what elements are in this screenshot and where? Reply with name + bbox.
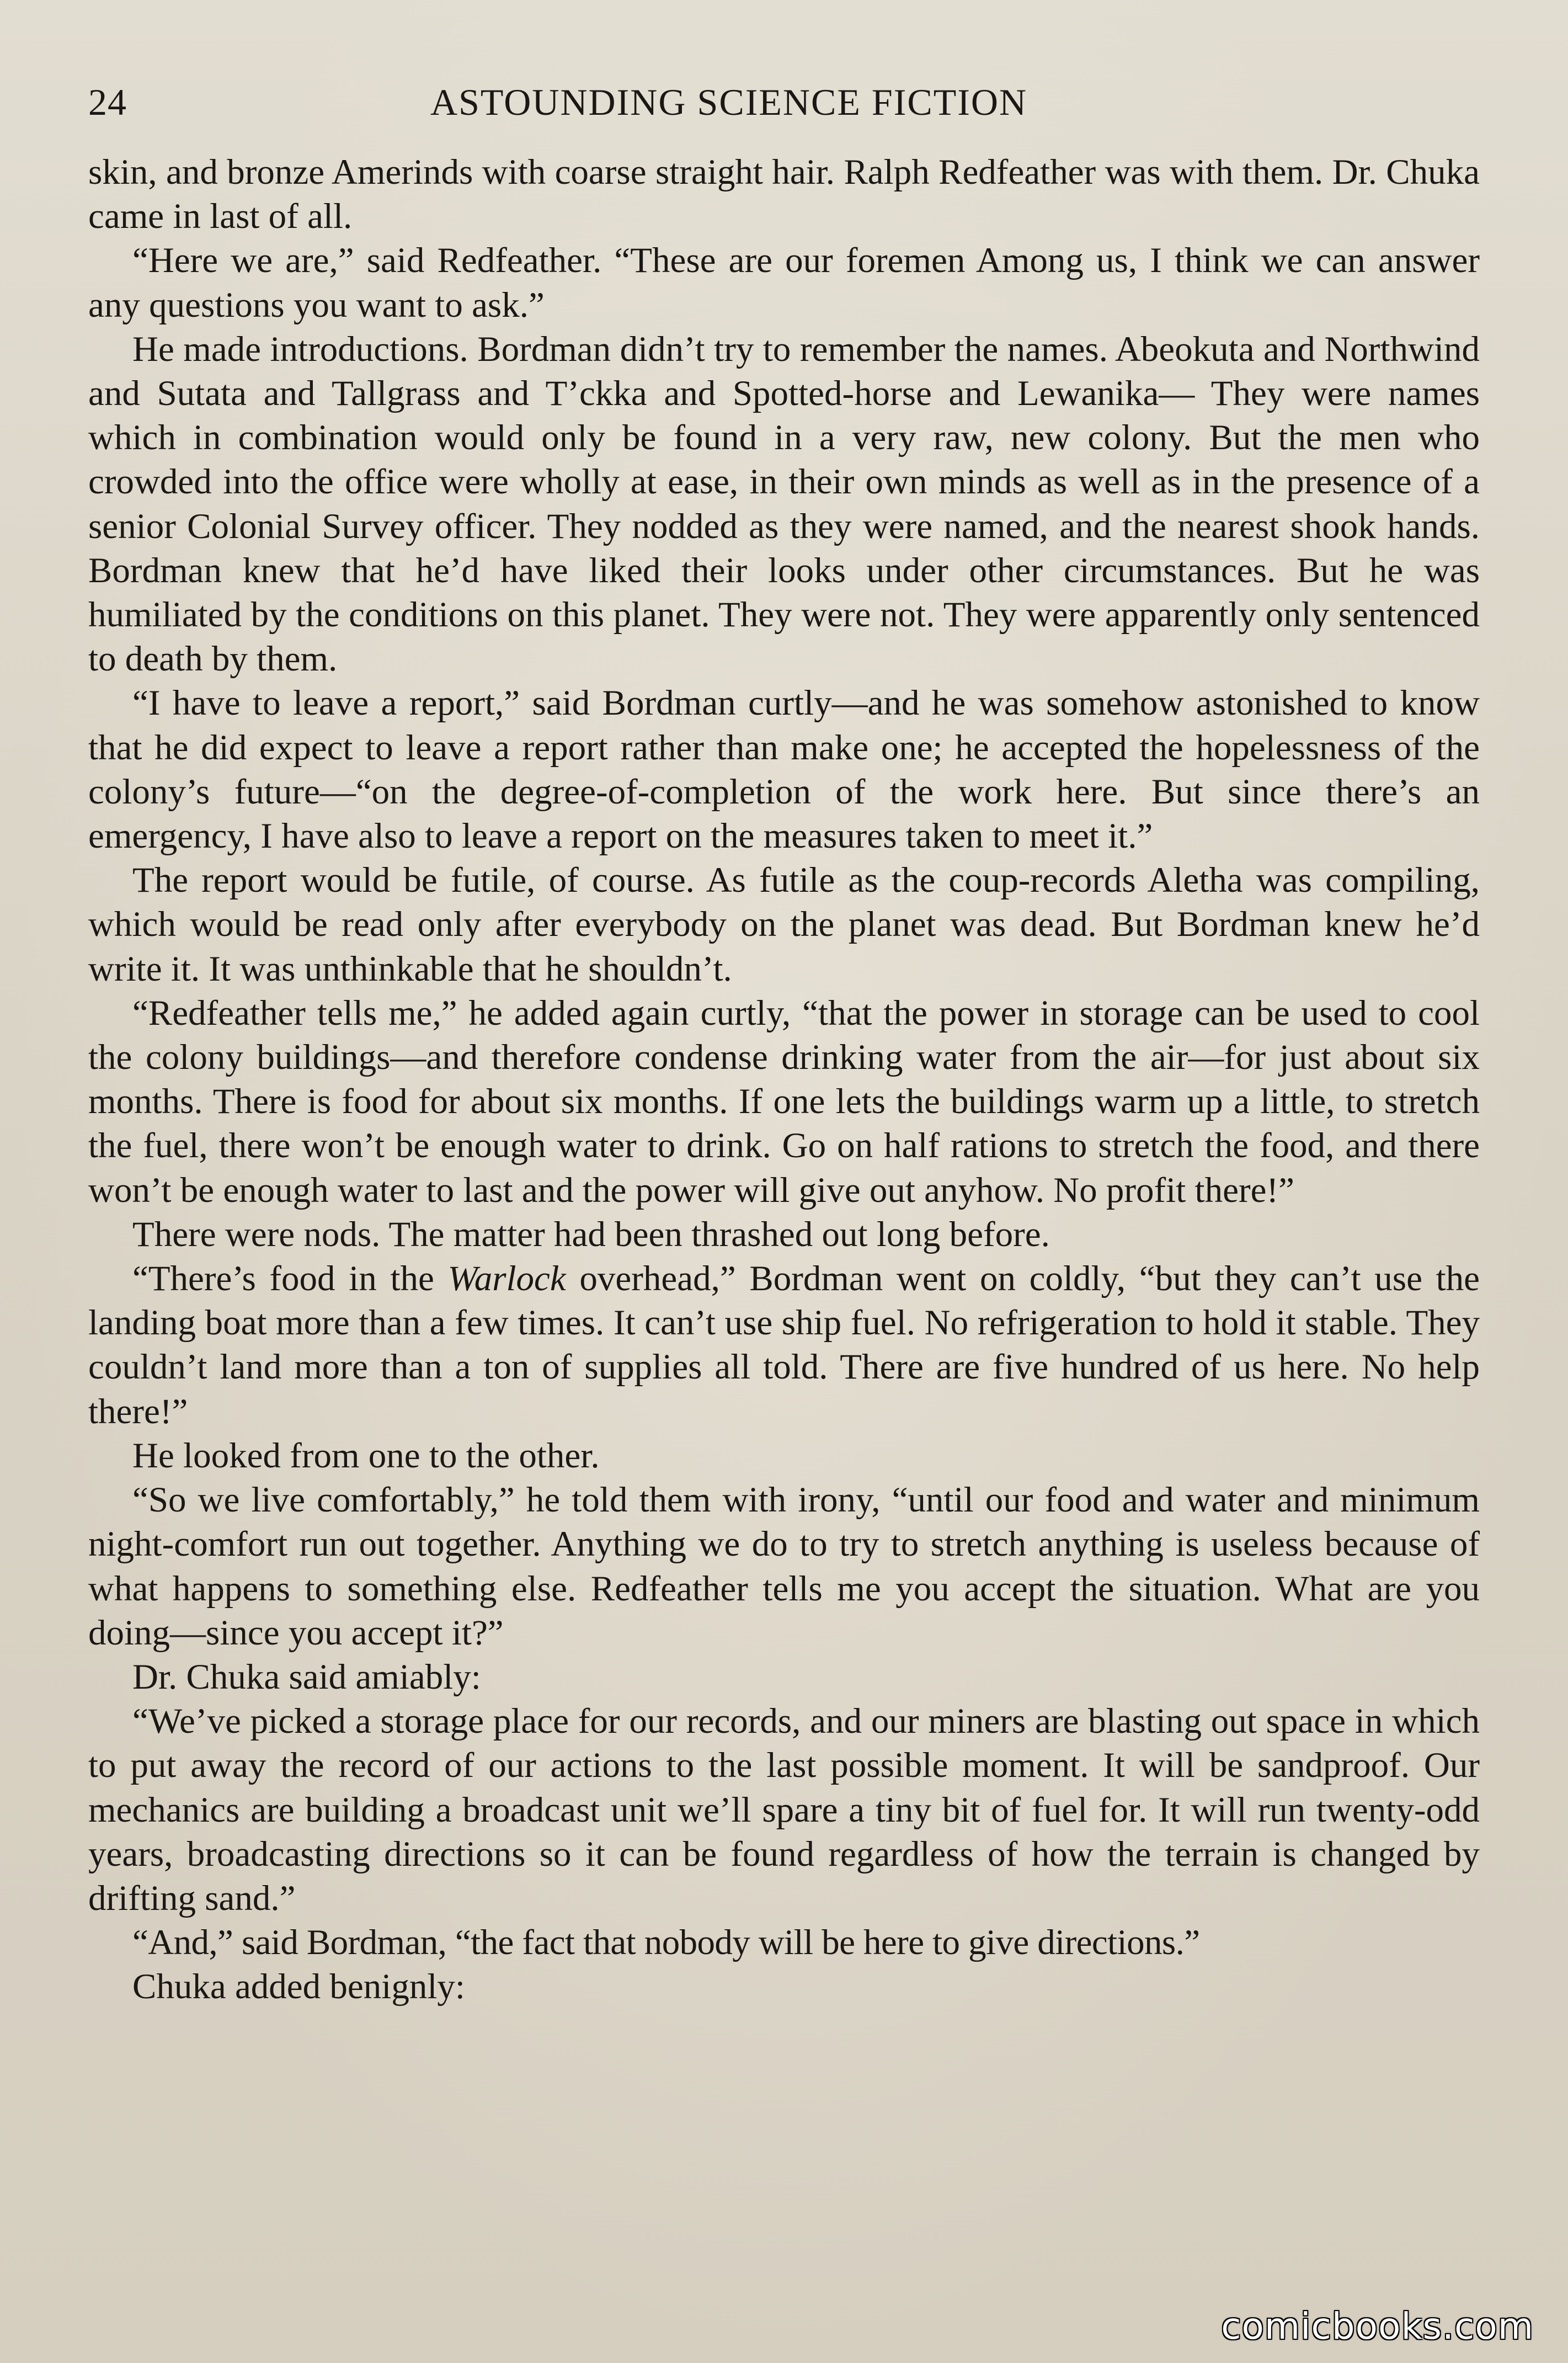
- paragraph: “Here we are,” said Redfeather. “These are our foremen Among us, I think we can answer any questions you want to ask.”: [88, 241, 1480, 325]
- paragraph: “Redfeather tells me,” he added again curtly, “that the power in storage can be used to cool the colony buildings—and therefore condense drinking water from the air—for just about six months. There is food for about six months. If one lets the buildings warm up a little, to stretch the fuel, there won’t be enough water to drink. Go on half rations to stretch the food, and there won’t be enough water to last and the power will give out anyhow. No profit there!”: [88, 993, 1480, 1210]
- running-head: ASTOUNDING SCIENCE FICTION: [430, 81, 1028, 123]
- watermark: comicbooks.com: [1221, 2305, 1534, 2348]
- paragraph: skin, and bronze Amerinds with coarse straight hair. Ralph Redfeather was with them. Dr. Chuka came in last of all.: [88, 152, 1480, 237]
- paragraph: He looked from one to the other.: [132, 1435, 600, 1476]
- paragraph: He made introductions. Bordman didn’t try to remember the names. Abeokuta and Northwind and Sutata and Tallgrass and T’ckka and Spotted-horse and Lewanika— They were names which in combination would only be found in a very raw, new colony. But the men who crowded into the office were wholly at ease, in their own minds as well as in the presence of a senior Colonial Survey officer. They nodded as they were named, and the nearest shook hands. Bordman knew that he’d have liked their looks under other circumstances. But he was humiliated by the conditions on this planet. They were not. They were apparently only sentenced to death by them.: [88, 329, 1480, 679]
- paragraph: Chuka added benignly:: [132, 1967, 465, 2007]
- paragraph-warlock: [88, 1257, 1480, 1434]
- paragraph: The report would be futile, of course. As futile as the coup-records Aletha was compiling, which would be read only after everybody on the planet was dead. But Bordman knew he’d write it. It was unthinkable that he shouldn’t.: [88, 860, 1480, 989]
- paragraph: “We’ve picked a storage place for our records, and our miners are blasting out space in which to put away the record of our actions to the last possible moment. It will be sandproof. Our mechanics are building a broadcast unit we’ll spare a tiny bit of fuel for. It will run twenty-odd years, broadcasting directions so it can be found regardless of how the terrain is changed by drifting sand.”: [88, 1701, 1480, 1918]
- paragraph-text: “There’s food in the: [132, 1259, 448, 1299]
- story-text: [88, 150, 1480, 2009]
- paragraph: There were nods. The matter had been thrashed out long before.: [132, 1214, 1050, 1254]
- paragraph-text: overhead,” Bordman went on coldly, “but they can’t use the landing boat more than a few times. It can’t use ship fuel. No refrigeration to hold it stable. They couldn’t land more than a ton of supplies all told. There are five hundred of us here. No help there!”: [88, 1259, 1480, 1431]
- ship-name: Warlock: [447, 1259, 566, 1299]
- paragraph: “And,” said Bordman, “the fact that nobody will be here to give directions.”: [132, 1923, 1200, 1963]
- paragraph: “I have to leave a report,” said Bordman curtly—and he was somehow astonished to know that he did expect to leave a report rather than make one; he accepted the hopelessness of the colony’s future—“on the degree-of-completion of the work here. But since there’s an emergency, I have also to leave a report on the measures taken to meet it.”: [88, 683, 1480, 856]
- page-number: 24: [88, 81, 127, 123]
- paragraph: “So we live comfortably,” he told them with irony, “until our food and water and minimum night-comfort run out together. Anything we do to try to stretch anything is useless because of what happens to something else. Redfeather tells me you accept the situation. What are you doing—since you accept it?”: [88, 1480, 1480, 1653]
- page-header: [88, 77, 1484, 127]
- paragraph: Dr. Chuka said amiably:: [132, 1657, 481, 1697]
